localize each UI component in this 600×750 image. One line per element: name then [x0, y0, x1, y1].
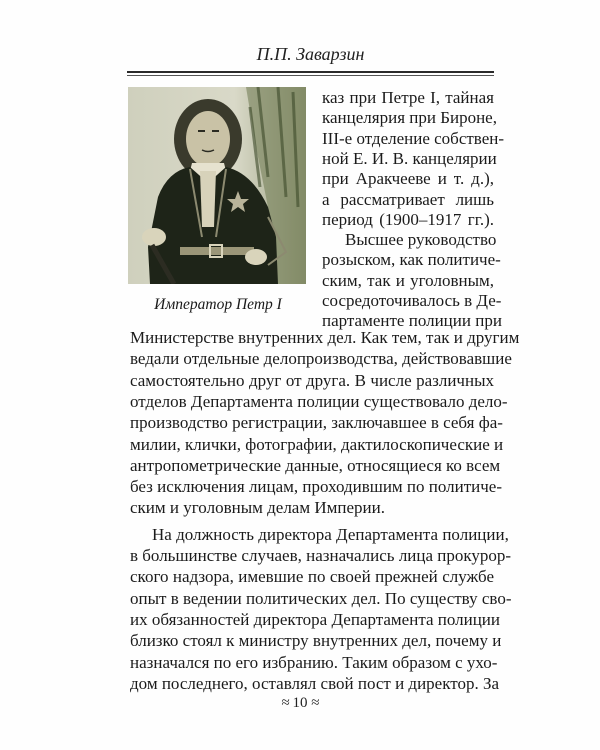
text-line: дом последнего, оставлял свой пост и директор. За	[130, 673, 500, 693]
text-line: канцелярия при Бироне,	[322, 108, 497, 128]
text-line: ведали отдельные делопроизводства, действовавшие	[130, 349, 512, 369]
text-line: ной Е. И. В. канцелярии	[322, 148, 497, 168]
text-line: отделов Департамента полиции существовало дело-	[130, 391, 508, 411]
ornament-left-icon: ≈	[281, 695, 289, 711]
text-line: каз при Петре I, тайная	[322, 88, 494, 107]
text-line: ским, так и уголовным,	[322, 270, 494, 290]
text-line: их обязанностей директора Департамента полиции	[130, 609, 500, 629]
text-line: самостоятельно друг от друга. В числе различных	[130, 370, 494, 390]
header-rule-thin	[127, 75, 494, 76]
text-line: ского надзора, имевшие по своей прежней службе	[130, 567, 494, 587]
text-line: опыт в ведении политических дел. По существу сво-	[130, 588, 512, 608]
text-line: розыском, как политиче-	[322, 250, 501, 270]
page-number: 10	[292, 695, 308, 711]
text-line: На должность директора Департамента полиции,	[152, 524, 509, 544]
text-line: близко стоял к министру внутренних дел, почему и	[130, 631, 502, 651]
text-line: Высшее руководство	[345, 230, 497, 250]
text-line: в большинстве случаев, назначались лица прокурор-	[130, 546, 512, 565]
text-line: антропометрические данные, относящиеся ко всем	[130, 455, 501, 475]
text-line: III-е отделение собствен-	[322, 128, 505, 148]
figure-caption: Император Петр I	[154, 296, 282, 313]
text-line: сосредоточивалось в Де-	[322, 291, 502, 310]
text-line: период (1900–1917 гг.).	[322, 209, 494, 229]
text-line: а рассматривает лишь	[322, 189, 494, 209]
text-line: назначался по его избранию. Таким образом с ухо-	[130, 652, 498, 672]
text-line: милии, клички, фотографии, дактилоскопические и	[130, 434, 504, 454]
text-line: Министерстве внутренних дел. Как тем, так и другим	[130, 328, 520, 347]
text-line: партаменте полиции при	[322, 311, 502, 331]
text-line: ским и уголовным делам Империи.	[130, 498, 385, 518]
running-title: П.П. Заварзин	[256, 44, 365, 64]
portrait-illustration	[128, 87, 306, 284]
text-line: производство регистрации, заключавшее в себя фа-	[130, 413, 503, 433]
text-line: при Аракчееве и т. д.),	[322, 169, 494, 189]
page-number-footer	[250, 695, 350, 712]
text-line: без исключения лицам, проходившим по политиче-	[130, 477, 503, 497]
ornament-right-icon: ≈	[311, 695, 319, 711]
peter-i-portrait-icon	[128, 87, 306, 284]
header-rule-thick	[127, 71, 494, 73]
